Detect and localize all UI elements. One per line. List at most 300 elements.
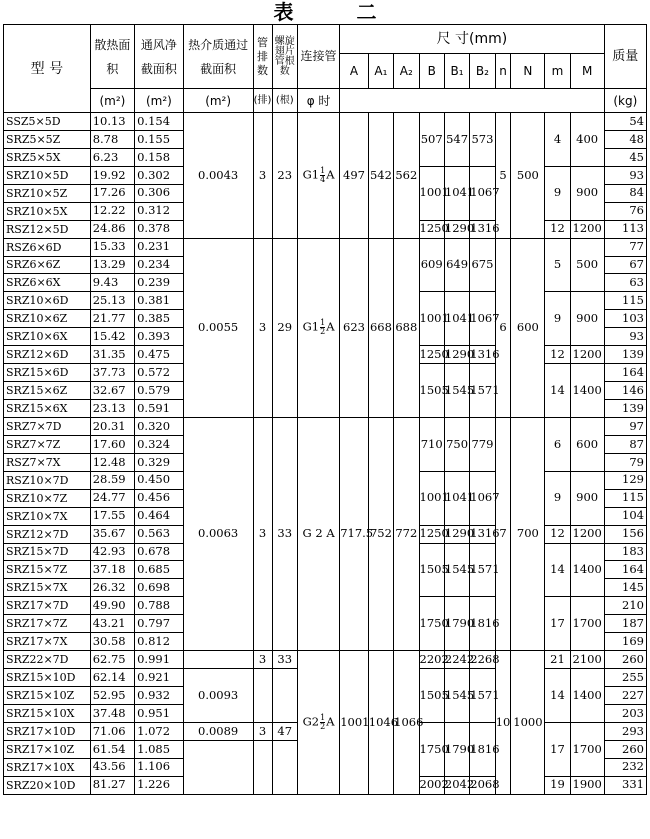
dim-m: 9: [545, 166, 570, 220]
dim-B: 1505: [419, 364, 444, 418]
mass: 210: [604, 597, 646, 615]
dim-B1: 1290: [444, 346, 469, 364]
dim-M: 600: [570, 417, 604, 471]
heat-area: 23.13: [90, 400, 134, 418]
dim-M: 900: [570, 166, 604, 220]
model-name: SRZ17×7X: [4, 633, 91, 651]
tube-count: 23: [272, 113, 297, 239]
dim-A2: 772: [394, 417, 419, 650]
header-area: 散热面积: [90, 25, 134, 89]
dim-B2: 1067: [470, 166, 495, 220]
heat-area: 19.92: [90, 166, 134, 184]
heat-area: 12.22: [90, 202, 134, 220]
conn-fraction-numerator: 1: [320, 318, 326, 328]
heat-area: 31.35: [90, 346, 134, 364]
dim-m: 21: [545, 651, 570, 669]
dim-n: 7: [495, 417, 511, 650]
dim-B2: 1571: [470, 543, 495, 597]
dim-B2: 1316: [470, 220, 495, 238]
dim-m: 12: [545, 220, 570, 238]
dim-B: 1001: [419, 166, 444, 220]
dim-m: 17: [545, 597, 570, 651]
unit-dims-blank: [340, 89, 604, 113]
mass: 260: [604, 651, 646, 669]
dim-B: 2002: [419, 776, 444, 794]
table-row: [4, 238, 647, 256]
header-A1: A₁: [368, 54, 393, 89]
dim-B1: 649: [444, 238, 469, 292]
heat-area: 37.48: [90, 704, 134, 722]
header-B: B: [419, 54, 444, 89]
dim-m: 9: [545, 292, 570, 346]
mass: 63: [604, 274, 646, 292]
model-name: SRZ5×5X: [4, 148, 91, 166]
wind-area: 0.239: [135, 274, 184, 292]
unit-tubes: (根): [272, 89, 297, 113]
dim-A1: 542: [368, 113, 393, 239]
dim-N: 700: [511, 417, 545, 650]
heat-medium-area: 0.0093: [183, 669, 253, 723]
model-name: SRZ10×6D: [4, 292, 91, 310]
model-name: SRZ17×7D: [4, 597, 91, 615]
connection-pipe: [297, 238, 339, 417]
unit-wind: (m²): [135, 89, 184, 113]
header-rows: 管排数: [253, 25, 272, 89]
connection-pipe: [297, 113, 339, 239]
wind-area: 0.393: [135, 328, 184, 346]
wind-area: 0.450: [135, 471, 184, 489]
dim-m: 14: [545, 543, 570, 597]
wind-area: 1.106: [135, 758, 184, 776]
dim-B2: 1316: [470, 346, 495, 364]
heat-area: 49.90: [90, 597, 134, 615]
heat-area: 52.95: [90, 687, 134, 705]
model-name: SRZ6×6Z: [4, 256, 91, 274]
table-body: [4, 113, 647, 795]
heat-medium-area-blank: [183, 651, 253, 669]
dim-m: 6: [545, 417, 570, 471]
model-name: SRZ12×6D: [4, 346, 91, 364]
model-name: SRZ22×7D: [4, 651, 91, 669]
heat-medium-area-blank: [183, 740, 253, 794]
conn-fraction-denominator: 4: [320, 174, 326, 184]
model-name: RSZ12×5D: [4, 220, 91, 238]
header-conn: 连接管: [297, 25, 339, 89]
connection-pipe: [297, 417, 339, 650]
dim-A1: 1046: [368, 651, 393, 795]
dim-B1: 750: [444, 417, 469, 471]
mass: 203: [604, 704, 646, 722]
tube-count: 47: [272, 722, 297, 740]
unit-mass: (kg): [604, 89, 646, 113]
mass: 103: [604, 310, 646, 328]
dim-B: 1001: [419, 471, 444, 525]
dim-N: 1000: [511, 651, 545, 795]
dim-M: 1900: [570, 776, 604, 794]
dim-B1: 547: [444, 113, 469, 167]
wind-area: 0.324: [135, 435, 184, 453]
dim-M: 400: [570, 113, 604, 167]
heat-area: 32.67: [90, 382, 134, 400]
model-name: SRZ6×6X: [4, 274, 91, 292]
dim-B: 1250: [419, 220, 444, 238]
heat-area: 10.13: [90, 113, 134, 131]
header-heat: 热介质通过截面积: [183, 25, 253, 89]
heat-area: 8.78: [90, 130, 134, 148]
dim-A: 623: [340, 238, 369, 417]
wind-area: 0.155: [135, 130, 184, 148]
wind-area: 0.678: [135, 543, 184, 561]
wind-area: 0.563: [135, 525, 184, 543]
dim-B: 1750: [419, 722, 444, 776]
dim-B1: 1041: [444, 292, 469, 346]
header-mass: 质量: [604, 25, 646, 89]
dim-B1: 1545: [444, 543, 469, 597]
wind-area: 0.797: [135, 615, 184, 633]
mass: 164: [604, 561, 646, 579]
conn-prefix: G1: [302, 319, 320, 334]
mass: 115: [604, 292, 646, 310]
dim-M: 2100: [570, 651, 604, 669]
conn-fraction-numerator: 1: [320, 165, 326, 175]
heat-medium-area: 0.0063: [183, 417, 253, 650]
heat-area: 24.86: [90, 220, 134, 238]
dim-B: 1505: [419, 543, 444, 597]
dim-B: 1505: [419, 669, 444, 723]
table-header: [4, 25, 647, 113]
wind-area: 0.456: [135, 489, 184, 507]
header-A: A: [340, 54, 369, 89]
dim-B2: 1571: [470, 669, 495, 723]
mass: 331: [604, 776, 646, 794]
mass: 93: [604, 328, 646, 346]
conn-fraction: [320, 167, 325, 184]
model-name: SRZ17×10D: [4, 722, 91, 740]
dim-A: 717.5: [340, 417, 369, 650]
mass: 87: [604, 435, 646, 453]
header-B1: B₁: [444, 54, 469, 89]
heat-area: 26.32: [90, 579, 134, 597]
model-name: SRZ15×6D: [4, 364, 91, 382]
wind-area: 0.951: [135, 704, 184, 722]
dim-N: 600: [511, 238, 545, 417]
dim-B2: 675: [470, 238, 495, 292]
wind-area: 0.812: [135, 633, 184, 651]
unit-area: (m²): [90, 89, 134, 113]
tube-count: 29: [272, 238, 297, 417]
dim-B1: 1545: [444, 364, 469, 418]
header-dims: 尺 寸(mm): [340, 25, 604, 54]
table-row: [4, 113, 647, 131]
dim-M: 1700: [570, 722, 604, 776]
mass: 45: [604, 148, 646, 166]
tube-count-blank: [272, 669, 297, 723]
heat-area: 62.14: [90, 669, 134, 687]
mass: 227: [604, 687, 646, 705]
dim-B1: 1790: [444, 722, 469, 776]
dim-m: 12: [545, 525, 570, 543]
model-name: RSZ10×7D: [4, 471, 91, 489]
dim-m: 5: [545, 238, 570, 292]
model-name: SRZ15×6Z: [4, 382, 91, 400]
heat-area: 35.67: [90, 525, 134, 543]
heat-area: 13.29: [90, 256, 134, 274]
model-name: SRZ10×5X: [4, 202, 91, 220]
model-name: SRZ10×5D: [4, 166, 91, 184]
dim-M: 1400: [570, 543, 604, 597]
mass: 145: [604, 579, 646, 597]
wind-area: 1.085: [135, 740, 184, 758]
mass: 79: [604, 453, 646, 471]
model-name: SRZ12×7D: [4, 525, 91, 543]
heat-medium-area: 0.0055: [183, 238, 253, 417]
dim-B1: 1290: [444, 525, 469, 543]
dim-B2: 573: [470, 113, 495, 167]
wind-area: 0.579: [135, 382, 184, 400]
dim-B2: 2268: [470, 651, 495, 669]
wind-area: 0.158: [135, 148, 184, 166]
heat-area: 12.48: [90, 453, 134, 471]
model-name: SRZ10×6Z: [4, 310, 91, 328]
dim-m: 14: [545, 669, 570, 723]
conn-prefix: G2: [302, 714, 320, 729]
conn-fraction: [320, 319, 325, 336]
model-name: SRZ15×10D: [4, 669, 91, 687]
tube-rows: 3: [253, 417, 272, 650]
dim-B1: 2242: [444, 651, 469, 669]
dim-B2: 779: [470, 417, 495, 471]
connection-pipe-text: G 2 A: [302, 526, 335, 541]
dim-M: 1400: [570, 364, 604, 418]
dim-M: 900: [570, 471, 604, 525]
mass: 113: [604, 220, 646, 238]
tube-count: 33: [272, 417, 297, 650]
mass: 146: [604, 382, 646, 400]
conn-suffix: A: [326, 167, 335, 182]
spec-table: [3, 24, 647, 795]
heat-area: 20.31: [90, 417, 134, 435]
dim-B2: 1571: [470, 364, 495, 418]
mass: 183: [604, 543, 646, 561]
model-name: SRZ10×6X: [4, 328, 91, 346]
heat-area: 37.18: [90, 561, 134, 579]
model-name: SRZ10×7Z: [4, 489, 91, 507]
conn-fraction-numerator: 1: [320, 712, 326, 722]
wind-area: 0.991: [135, 651, 184, 669]
model-name: SRZ7×7Z: [4, 435, 91, 453]
heat-area: 62.75: [90, 651, 134, 669]
mass: 255: [604, 669, 646, 687]
heat-area: 61.54: [90, 740, 134, 758]
heat-area: 15.42: [90, 328, 134, 346]
dim-M: 500: [570, 238, 604, 292]
wind-area: 1.072: [135, 722, 184, 740]
conn-fraction: [320, 714, 325, 731]
dim-A: 1001: [340, 651, 369, 795]
dim-B2: 2068: [470, 776, 495, 794]
mass: 139: [604, 400, 646, 418]
tube-rows-blank: [253, 740, 272, 794]
dim-N: 500: [511, 113, 545, 239]
dim-B: 1001: [419, 292, 444, 346]
heat-area: 81.27: [90, 776, 134, 794]
mass: 260: [604, 740, 646, 758]
dim-m: 9: [545, 471, 570, 525]
model-name: SRZ17×10X: [4, 758, 91, 776]
tube-rows: 3: [253, 113, 272, 239]
dim-B2: 1816: [470, 597, 495, 651]
dim-A2: 1066: [394, 651, 419, 795]
header-B2: B₂: [470, 54, 495, 89]
mass: 129: [604, 471, 646, 489]
wind-area: 0.698: [135, 579, 184, 597]
heat-area: 42.93: [90, 543, 134, 561]
mass: 293: [604, 722, 646, 740]
wind-area: 0.154: [135, 113, 184, 131]
dim-B: 1750: [419, 597, 444, 651]
conn-fraction-denominator: 2: [320, 327, 326, 337]
wind-area: 0.231: [135, 238, 184, 256]
conn-suffix: A: [326, 714, 335, 729]
model-name: SRZ15×7D: [4, 543, 91, 561]
dim-B2: 1067: [470, 292, 495, 346]
mass: 48: [604, 130, 646, 148]
dim-B1: 2042: [444, 776, 469, 794]
dim-n: 5: [495, 113, 511, 239]
dim-B: 609: [419, 238, 444, 292]
wind-area: 0.234: [135, 256, 184, 274]
model-name: SRZ15×10Z: [4, 687, 91, 705]
dim-B2: 1067: [470, 471, 495, 525]
model-name: SRZ10×7X: [4, 507, 91, 525]
wind-area: 0.591: [135, 400, 184, 418]
unit-conn: φ 时: [297, 89, 339, 113]
model-name: SRZ15×6X: [4, 400, 91, 418]
heat-area: 15.33: [90, 238, 134, 256]
dim-M: 1200: [570, 525, 604, 543]
model-name: SRZ17×7Z: [4, 615, 91, 633]
page-title: 表 二: [273, 0, 405, 24]
table-row: [4, 417, 647, 435]
mass: 77: [604, 238, 646, 256]
conn-suffix: A: [326, 319, 335, 334]
header-m: m: [545, 54, 570, 89]
header-n: n: [495, 54, 511, 89]
model-name: SSZ5×5D: [4, 113, 91, 131]
header-M: M: [570, 54, 604, 89]
tube-rows: 3: [253, 722, 272, 740]
dim-M: 1200: [570, 346, 604, 364]
mass: 97: [604, 417, 646, 435]
wind-area: 0.788: [135, 597, 184, 615]
dim-M: 1200: [570, 220, 604, 238]
dim-B2: 1816: [470, 722, 495, 776]
heat-area: 6.23: [90, 148, 134, 166]
mass: 164: [604, 364, 646, 382]
dim-m: 4: [545, 113, 570, 167]
dim-B1: 1290: [444, 220, 469, 238]
mass: 115: [604, 489, 646, 507]
mass: 169: [604, 633, 646, 651]
dim-A2: 562: [394, 113, 419, 239]
heat-area: 37.73: [90, 364, 134, 382]
tube-count: 33: [272, 651, 297, 669]
heat-area: 17.55: [90, 507, 134, 525]
dim-m: 19: [545, 776, 570, 794]
dim-B: 2202: [419, 651, 444, 669]
heat-area: 43.56: [90, 758, 134, 776]
wind-area: 0.932: [135, 687, 184, 705]
wind-area: 0.381: [135, 292, 184, 310]
dim-m: 17: [545, 722, 570, 776]
model-name: SRZ17×10Z: [4, 740, 91, 758]
mass: 54: [604, 113, 646, 131]
wind-area: 0.306: [135, 184, 184, 202]
dim-A2: 688: [394, 238, 419, 417]
model-name: SRZ15×7Z: [4, 561, 91, 579]
model-name: SRZ5×5Z: [4, 130, 91, 148]
wind-area: 0.572: [135, 364, 184, 382]
model-name: SRZ15×7X: [4, 579, 91, 597]
wind-area: 0.329: [135, 453, 184, 471]
model-name: RSZ6×6D: [4, 238, 91, 256]
heat-medium-area: 0.0043: [183, 113, 253, 239]
heat-area: 43.21: [90, 615, 134, 633]
wind-area: 0.921: [135, 669, 184, 687]
heat-area: 25.13: [90, 292, 134, 310]
mass: 93: [604, 166, 646, 184]
tube-rows: 3: [253, 238, 272, 417]
header-A2: A₂: [394, 54, 419, 89]
heat-area: 24.77: [90, 489, 134, 507]
tube-count-blank: [272, 740, 297, 794]
dim-M: 900: [570, 292, 604, 346]
dim-B: 1250: [419, 346, 444, 364]
dim-n: 6: [495, 238, 511, 417]
unit-rows: (排): [253, 89, 272, 113]
dim-B: 710: [419, 417, 444, 471]
dim-A1: 668: [368, 238, 393, 417]
dim-m: 14: [545, 364, 570, 418]
connection-pipe: [297, 651, 339, 795]
heat-area: 21.77: [90, 310, 134, 328]
wind-area: 0.312: [135, 202, 184, 220]
wind-area: 0.475: [135, 346, 184, 364]
heat-medium-area: 0.0089: [183, 722, 253, 740]
wind-area: 0.464: [135, 507, 184, 525]
header-model: 型 号: [4, 25, 91, 113]
dim-m: 12: [545, 346, 570, 364]
dim-A1: 752: [368, 417, 393, 650]
model-name: SRZ10×5Z: [4, 184, 91, 202]
model-name: SRZ15×10X: [4, 704, 91, 722]
table-row: [4, 651, 647, 669]
wind-area: 1.226: [135, 776, 184, 794]
tube-rows-blank: [253, 669, 272, 723]
dim-B1: 1790: [444, 597, 469, 651]
model-name: SRZ20×10D: [4, 776, 91, 794]
unit-heat: (m²): [183, 89, 253, 113]
model-name: SRZ7×7D: [4, 417, 91, 435]
heat-area: 28.59: [90, 471, 134, 489]
heat-area: 30.58: [90, 633, 134, 651]
dim-A: 497: [340, 113, 369, 239]
header-tubes: 螺旋翅片管根数: [272, 25, 297, 89]
tube-rows: 3: [253, 651, 272, 669]
conn-prefix: G1: [302, 167, 320, 182]
mass: 187: [604, 615, 646, 633]
mass: 76: [604, 202, 646, 220]
